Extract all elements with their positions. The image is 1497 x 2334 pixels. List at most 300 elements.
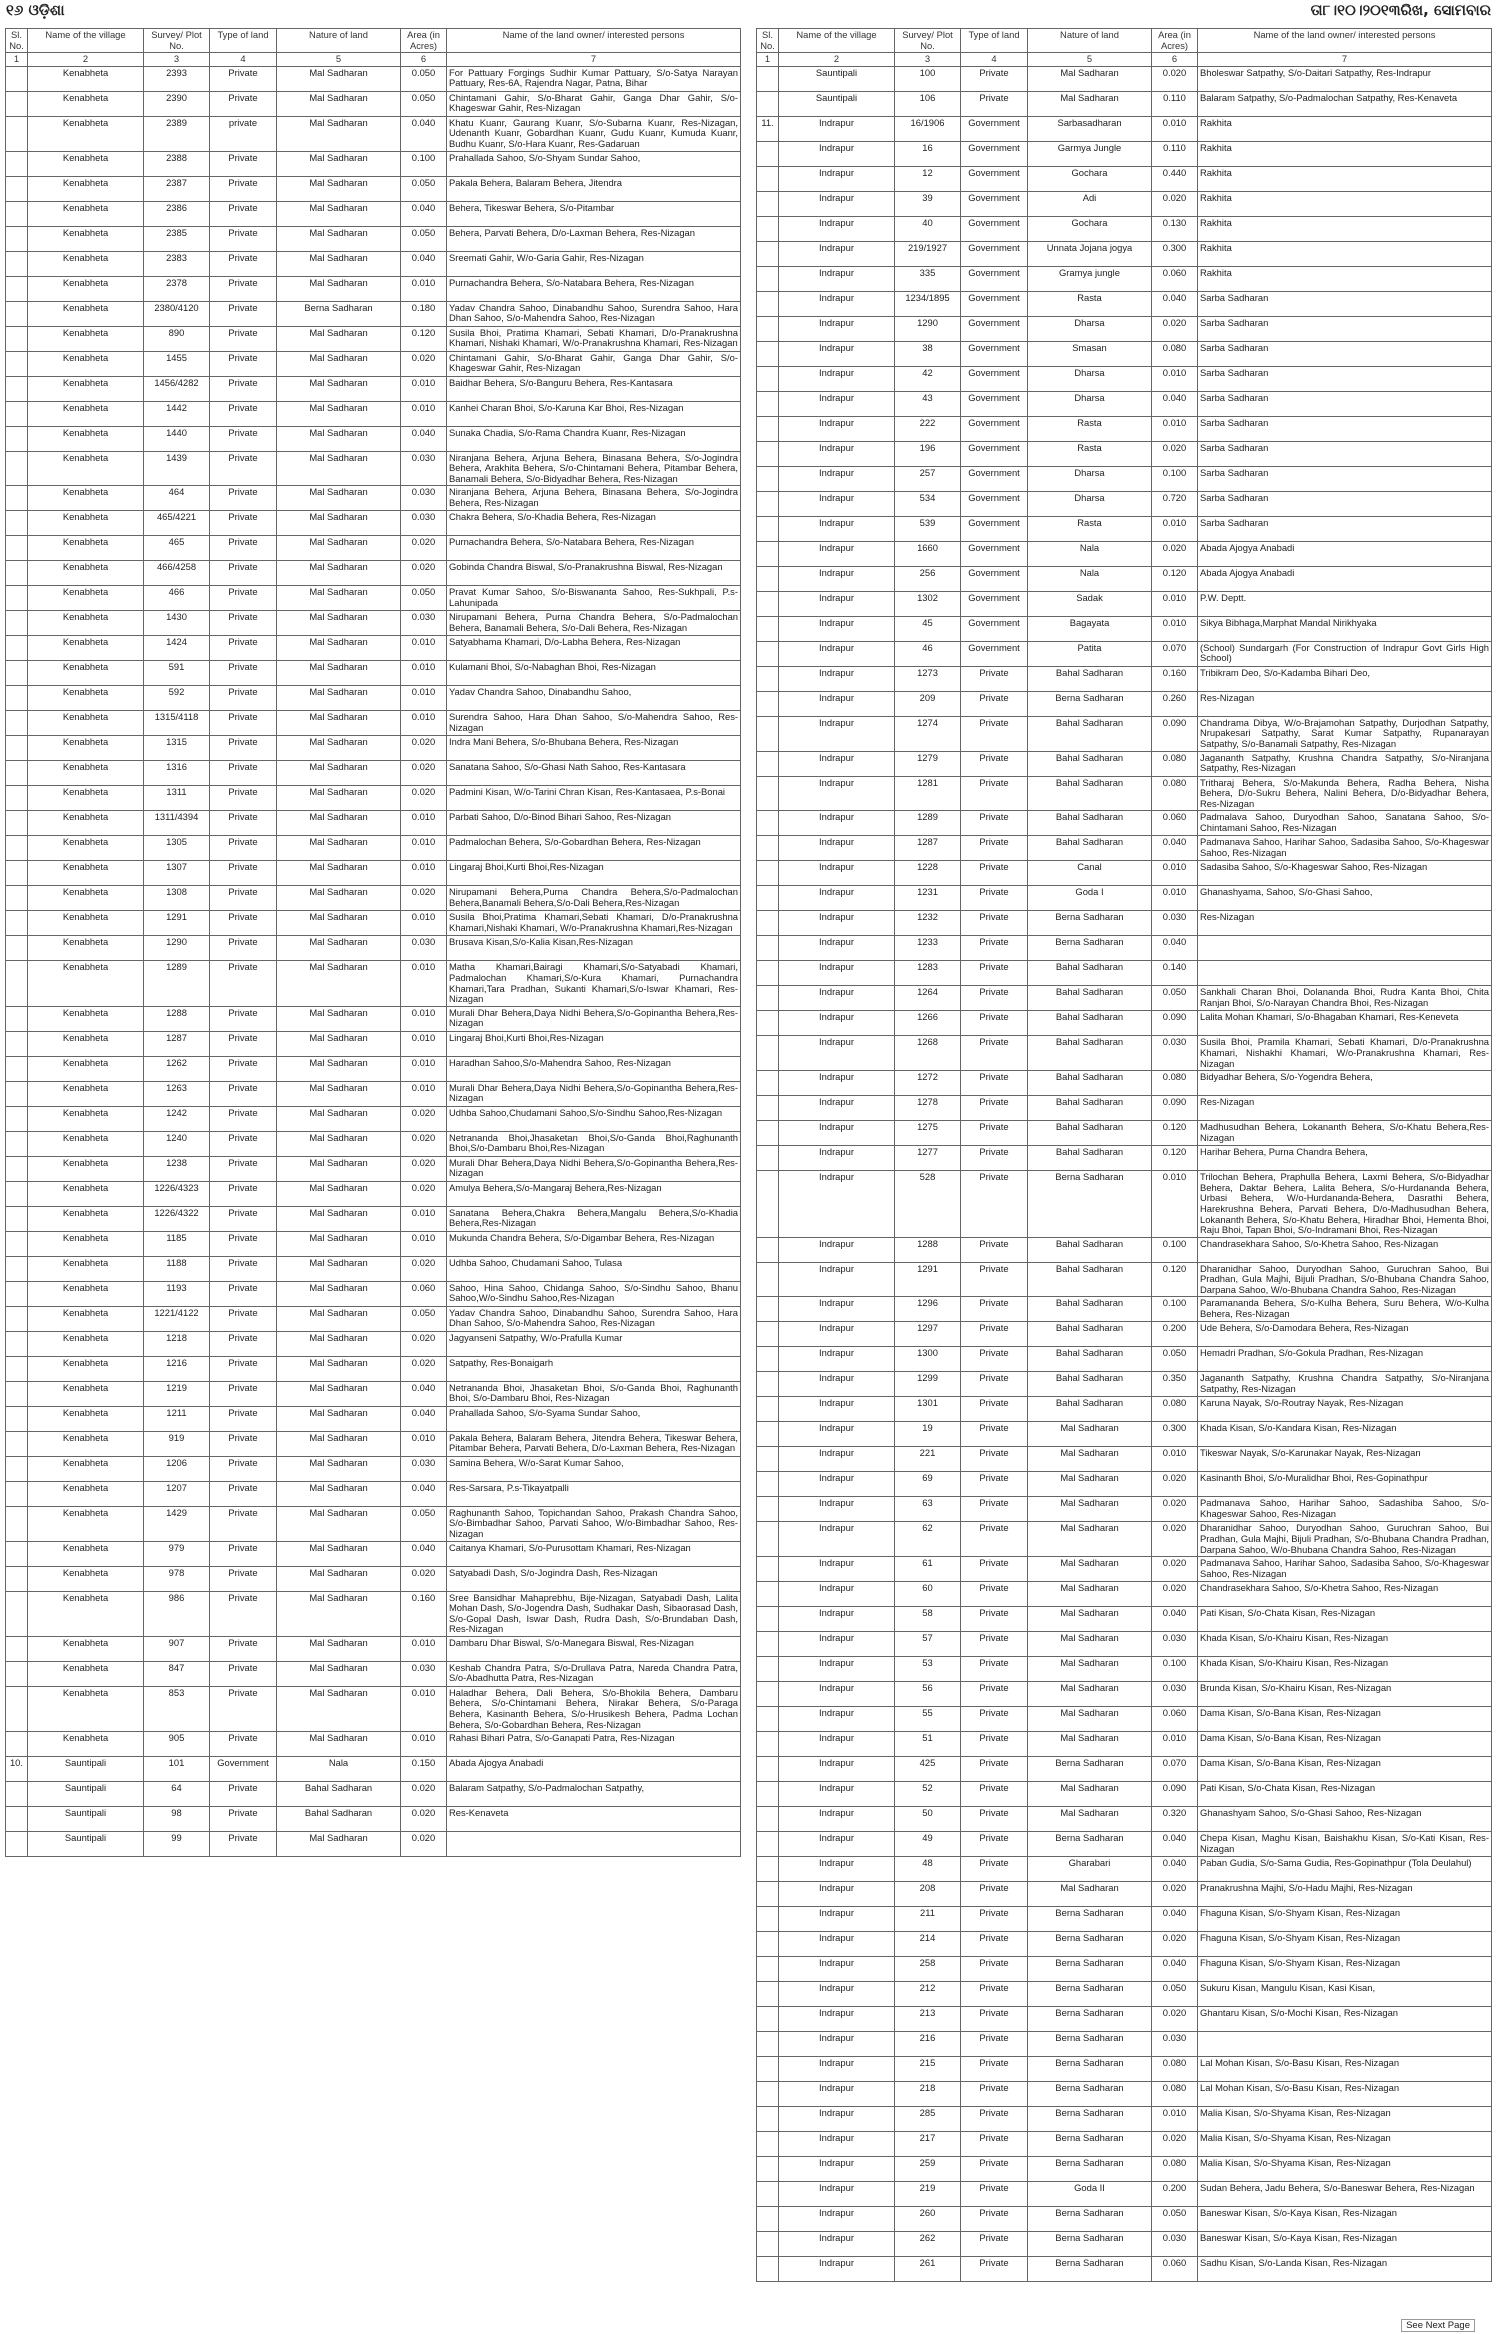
row-plot: 1218	[144, 1331, 210, 1356]
row-owner: Fhaguna Kisan, S/o-Shyam Kisan, Res-Nizagan	[1198, 1957, 1492, 1982]
table-row	[757, 666, 1492, 691]
row-plot: 1264	[895, 986, 961, 1011]
row-plot: 905	[144, 1732, 210, 1757]
row-nature: Mal Sadharan	[277, 226, 401, 251]
row-owner: Nirupamani Behera, Purna Chandra Behera, S/o-Padmalochan Behera, Banamali Behera, S/o-Dali Behera, Res-Nizagan	[447, 611, 741, 636]
row-plot: 101	[144, 1757, 210, 1782]
row-plot: 1456/4282	[144, 376, 210, 401]
row-village: Indrapur	[779, 986, 895, 1011]
row-village: Indrapur	[779, 1782, 895, 1807]
row-sl	[757, 886, 779, 911]
row-owner: Khatu Kuanr, Gaurang Kuanr, S/o-Subarna Kuanr, Res-Nizagan, Udenanth Kuanr, Gobardhan Kuanr, Gudu Kuanr, Kumuda Kuanr, Budhu Kuanr, S/o-Hara Kuanr, Res-Gadaruan	[447, 116, 741, 151]
row-village: Kenabheta	[28, 1661, 144, 1686]
row-sl: 11.	[757, 116, 779, 141]
row-type: Private	[210, 401, 277, 426]
row-plot: 1266	[895, 1011, 961, 1036]
table-row	[757, 986, 1492, 1011]
row-village: Kenabheta	[28, 911, 144, 936]
row-sl	[6, 176, 28, 201]
row-sl	[757, 2257, 779, 2282]
row-type: Private	[210, 861, 277, 886]
row-owner: Sikya Bibhaga,Marphat Mandal Nirikhyaka	[1198, 616, 1492, 641]
row-sl	[757, 641, 779, 666]
row-plot: 12	[895, 166, 961, 191]
row-plot: 1226/4322	[144, 1206, 210, 1231]
table-row	[6, 226, 741, 251]
row-owner: Sarba Sadharan	[1198, 391, 1492, 416]
row-sl	[757, 516, 779, 541]
table-row	[6, 116, 741, 151]
row-area: 0.010	[401, 911, 447, 936]
table-row	[757, 1146, 1492, 1171]
row-type: Private	[210, 586, 277, 611]
row-village: Kenabheta	[28, 351, 144, 376]
row-village: Kenabheta	[28, 326, 144, 351]
row-sl	[6, 611, 28, 636]
row-sl	[757, 1447, 779, 1472]
header-row	[757, 29, 1492, 53]
row-village: Kenabheta	[28, 1686, 144, 1731]
row-nature: Mal Sadharan	[277, 1281, 401, 1306]
row-village: Indrapur	[779, 1237, 895, 1262]
row-owner: Bholeswar Satpathy, S/o-Daitari Satpathy, Res-Indrapur	[1198, 66, 1492, 91]
row-sl	[6, 786, 28, 811]
row-type: Government	[961, 241, 1028, 266]
row-plot: 56	[895, 1682, 961, 1707]
row-type: Private	[210, 1732, 277, 1757]
row-sl	[757, 1557, 779, 1582]
row-area: 0.040	[1152, 1832, 1198, 1857]
row-village: Indrapur	[779, 166, 895, 191]
row-owner: Dharanidhar Sahoo, Duryodhan Sahoo, Guruchran Sahoo, Bui Pradhan, Gula Majhi, Bijuli Pradhan, S/o-Bhubana Chandra Pradhan, Darpana Sahoo, W/o-Bhubana Chandra Sahoo, Res-Nizagan	[1198, 1522, 1492, 1557]
row-sl	[6, 1206, 28, 1231]
row-area: 0.010	[1152, 116, 1198, 141]
row-owner: Padmanava Sahoo, Harihar Sahoo, Sadashiba Sahoo, S/o-Khageswar Sahoo, Res-Nizagan	[1198, 1497, 1492, 1522]
row-nature: Sadak	[1028, 591, 1152, 616]
row-type: Private	[210, 1081, 277, 1106]
row-type: Private	[961, 716, 1028, 751]
row-area: 0.120	[1152, 1146, 1198, 1171]
col-plot: Survey/ Plot No.	[144, 29, 210, 53]
row-plot: 466/4258	[144, 561, 210, 586]
row-plot: 256	[895, 566, 961, 591]
row-type: Private	[961, 2057, 1028, 2082]
row-nature: Mal Sadharan	[1028, 1447, 1152, 1472]
row-village: Kenabheta	[28, 1006, 144, 1031]
col-num: 3	[144, 53, 210, 67]
row-owner: Paban Gudia, S/o-Sama Gudia, Res-Gopinathpur (Tola Deulahul)	[1198, 1857, 1492, 1882]
row-sl	[757, 91, 779, 116]
row-type: Private	[210, 176, 277, 201]
row-village: Indrapur	[779, 2182, 895, 2207]
row-village: Kenabheta	[28, 1256, 144, 1281]
row-nature: Mal Sadharan	[277, 1106, 401, 1131]
row-nature: Mal Sadharan	[277, 1732, 401, 1757]
row-plot: 1262	[144, 1056, 210, 1081]
row-nature: Bahal Sadharan	[1028, 811, 1152, 836]
table-row	[757, 191, 1492, 216]
row-area: 0.020	[1152, 2132, 1198, 2157]
row-sl	[6, 936, 28, 961]
row-area: 0.030	[401, 511, 447, 536]
row-sl	[6, 326, 28, 351]
row-area: 0.350	[1152, 1372, 1198, 1397]
table-row	[6, 1807, 741, 1832]
row-owner: Sukuru Kisan, Mangulu Kisan, Kasi Kisan,	[1198, 1982, 1492, 2007]
row-area: 0.050	[401, 1506, 447, 1541]
row-plot: 1316	[144, 761, 210, 786]
row-village: Indrapur	[779, 1447, 895, 1472]
row-owner: Brunda Kisan, S/o-Khairu Kisan, Res-Nizagan	[1198, 1682, 1492, 1707]
table-row	[6, 1636, 741, 1661]
table-row	[757, 316, 1492, 341]
row-village: Kenabheta	[28, 1541, 144, 1566]
row-plot: 534	[895, 491, 961, 516]
row-nature: Mal Sadharan	[277, 911, 401, 936]
row-owner: Abada Ajogya Anabadi	[1198, 541, 1492, 566]
row-sl	[757, 2232, 779, 2257]
row-owner: Rakhita	[1198, 266, 1492, 291]
table-row	[6, 711, 741, 736]
row-plot: 1311	[144, 786, 210, 811]
row-village: Indrapur	[779, 1832, 895, 1857]
row-sl	[757, 316, 779, 341]
row-area: 0.080	[1152, 341, 1198, 366]
row-area: 0.010	[1152, 861, 1198, 886]
table-row	[757, 491, 1492, 516]
row-type: Private	[961, 2007, 1028, 2032]
row-area: 0.020	[401, 1807, 447, 1832]
row-nature: Berna Sadharan	[1028, 691, 1152, 716]
table-row	[6, 1661, 741, 1686]
table-row	[6, 1782, 741, 1807]
row-owner: Yadav Chandra Sahoo, Dinabandhu Sahoo, Surendra Sahoo, Hara Dhan Sahoo, S/o-Mahendra Sahoo, Res-Nizagan	[447, 1306, 741, 1331]
row-village: Indrapur	[779, 2232, 895, 2257]
col-village: Name of the village	[779, 29, 895, 53]
row-plot: 1315/4118	[144, 711, 210, 736]
row-village: Sauntipali	[28, 1757, 144, 1782]
row-sl	[757, 1957, 779, 1982]
row-owner: Chandrasekhara Sahoo, S/o-Khetra Sahoo, Res-Nizagan	[1198, 1237, 1492, 1262]
table-row	[757, 241, 1492, 266]
row-sl	[6, 1481, 28, 1506]
col-area: Area (in Acres)	[1152, 29, 1198, 53]
row-plot: 219	[895, 2182, 961, 2207]
row-sl	[6, 1231, 28, 1256]
table-row	[6, 1281, 741, 1306]
table-row	[757, 1657, 1492, 1682]
row-nature: Mal Sadharan	[277, 1306, 401, 1331]
row-sl	[757, 1237, 779, 1262]
row-plot: 63	[895, 1497, 961, 1522]
row-owner: Res-Nizagan	[1198, 691, 1492, 716]
col-num: 2	[28, 53, 144, 67]
row-plot: 1231	[895, 886, 961, 911]
row-plot: 2383	[144, 251, 210, 276]
row-owner: Baneswar Kisan, S/o-Kaya Kisan, Res-Nizagan	[1198, 2232, 1492, 2257]
row-nature: Unnata Jojana jogya	[1028, 241, 1152, 266]
row-village: Indrapur	[779, 566, 895, 591]
row-nature: Bahal Sadharan	[1028, 1071, 1152, 1096]
row-village: Kenabheta	[28, 376, 144, 401]
row-owner: Bidyadhar Behera, S/o-Yogendra Behera,	[1198, 1071, 1492, 1096]
row-type: Government	[961, 216, 1028, 241]
row-area: 0.010	[401, 836, 447, 861]
row-nature: Bahal Sadharan	[1028, 986, 1152, 1011]
row-sl: 10.	[6, 1757, 28, 1782]
table-row	[6, 1686, 741, 1731]
row-owner: Trilochan Behera, Praphulla Behera, Laxmi Behera, S/o-Bidyadhar Behera, Daktar Behera, Lalita Behera, S/o-Hurdananda Behera, Urbasi Behera, W/o-Hurdananda-Behera, Dasrathi Behera, Harekrushna Behera, Parvati Behera, D/o-Madhusudhan Behera, Lokananth Behera, S/o-Khatu Behera, Hiradhar Bhoi, Hementa Bhoi, Raju Bhoi, Tapan Bhoi, S/o-Indramani Bhoi, Res-Nizagan	[1198, 1171, 1492, 1238]
row-sl	[6, 426, 28, 451]
row-area: 0.040	[401, 1541, 447, 1566]
row-nature: Patita	[1028, 641, 1152, 666]
table-row	[6, 536, 741, 561]
row-nature: Berna Sadharan	[1028, 2157, 1152, 2182]
row-nature: Bagayata	[1028, 616, 1152, 641]
row-sl	[6, 1807, 28, 1832]
row-owner: Sankhali Charan Bhoi, Dolananda Bhoi, Rudra Kanta Bhoi, Chita Ranjan Bhoi, S/o-Narayan Chandra Bhoi, Res-Nizagan	[1198, 986, 1492, 1011]
row-sl	[757, 1882, 779, 1907]
row-village: Indrapur	[779, 1497, 895, 1522]
row-sl	[757, 2207, 779, 2232]
row-type: Private	[961, 1422, 1028, 1447]
row-area: 0.010	[401, 276, 447, 301]
row-nature: Mal Sadharan	[277, 836, 401, 861]
row-plot: 100	[895, 66, 961, 91]
row-type: Private	[961, 2082, 1028, 2107]
row-sl	[6, 961, 28, 1006]
row-sl	[757, 2057, 779, 2082]
row-village: Indrapur	[779, 1557, 895, 1582]
row-nature: Nala	[1028, 541, 1152, 566]
col-num: 4	[961, 53, 1028, 67]
row-village: Kenabheta	[28, 226, 144, 251]
row-plot: 258	[895, 1957, 961, 1982]
row-area: 0.080	[1152, 1397, 1198, 1422]
table-row	[6, 786, 741, 811]
row-village: Indrapur	[779, 2207, 895, 2232]
row-nature: Mal Sadharan	[277, 116, 401, 151]
table-row	[6, 511, 741, 536]
row-village: Kenabheta	[28, 66, 144, 91]
row-type: Private	[210, 486, 277, 511]
row-nature: Bahal Sadharan	[1028, 1347, 1152, 1372]
row-plot: 211	[895, 1907, 961, 1932]
row-plot: 2386	[144, 201, 210, 226]
row-type: Private	[210, 1456, 277, 1481]
row-plot: 196	[895, 441, 961, 466]
row-area: 0.040	[401, 426, 447, 451]
row-nature: Mal Sadharan	[277, 886, 401, 911]
row-owner: Purnachandra Behera, S/o-Natabara Behera, Res-Nizagan	[447, 276, 741, 301]
row-sl	[757, 1707, 779, 1732]
row-area: 0.020	[1152, 66, 1198, 91]
row-owner: Dambaru Dhar Biswal, S/o-Manegara Biswal, Res-Nizagan	[447, 1636, 741, 1661]
row-village: Kenabheta	[28, 426, 144, 451]
row-village: Kenabheta	[28, 1106, 144, 1131]
table-row	[757, 1807, 1492, 1832]
row-owner: Mukunda Chandra Behera, S/o-Digambar Behera, Res-Nizagan	[447, 1231, 741, 1256]
table-row	[757, 1372, 1492, 1397]
row-type: Private	[210, 1481, 277, 1506]
row-sl	[6, 1406, 28, 1431]
row-plot: 38	[895, 341, 961, 366]
table-row	[757, 1096, 1492, 1121]
row-sl	[6, 661, 28, 686]
row-plot: 2387	[144, 176, 210, 201]
row-area: 0.020	[401, 1832, 447, 1857]
row-village: Indrapur	[779, 776, 895, 811]
row-area: 0.050	[1152, 1982, 1198, 2007]
row-sl	[6, 536, 28, 561]
row-owner: Behera, Tikeswar Behera, S/o-Pitambar	[447, 201, 741, 226]
row-type: Government	[210, 1757, 277, 1782]
row-village: Kenabheta	[28, 686, 144, 711]
row-owner: Fhaguna Kisan, S/o-Shyam Kisan, Res-Nizagan	[1198, 1932, 1492, 1957]
row-type: Private	[961, 1832, 1028, 1857]
row-area: 0.010	[401, 1081, 447, 1106]
row-type: Private	[210, 1686, 277, 1731]
table-row	[6, 326, 741, 351]
row-plot: 1279	[895, 751, 961, 776]
row-owner: Karuna Nayak, S/o-Routray Nayak, Res-Nizagan	[1198, 1397, 1492, 1422]
row-area: 0.020	[401, 1256, 447, 1281]
row-village: Kenabheta	[28, 536, 144, 561]
row-area: 0.020	[401, 886, 447, 911]
row-nature: Mal Sadharan	[1028, 1422, 1152, 1447]
row-type: Private	[210, 151, 277, 176]
row-plot: 1305	[144, 836, 210, 861]
row-type: Private	[210, 226, 277, 251]
row-nature: Mal Sadharan	[277, 451, 401, 486]
row-plot: 49	[895, 1832, 961, 1857]
row-owner: Madhusudhan Behera, Lokananth Behera, S/o-Khatu Behera,Res-Nizagan	[1198, 1121, 1492, 1146]
row-nature: Mal Sadharan	[277, 1156, 401, 1181]
table-row	[757, 1397, 1492, 1422]
row-type: Private	[961, 1607, 1028, 1632]
row-owner: Res-Nizagan	[1198, 1096, 1492, 1121]
row-sl	[757, 1036, 779, 1071]
row-sl	[6, 1056, 28, 1081]
row-sl	[757, 1657, 779, 1682]
row-area: 0.020	[401, 761, 447, 786]
row-nature: Mal Sadharan	[277, 151, 401, 176]
row-plot: 2393	[144, 66, 210, 91]
row-plot: 1311/4394	[144, 811, 210, 836]
table-row	[6, 91, 741, 116]
table-row	[757, 691, 1492, 716]
row-plot: 1185	[144, 1231, 210, 1256]
row-type: Private	[961, 1582, 1028, 1607]
row-nature: Mal Sadharan	[277, 401, 401, 426]
table-row	[757, 116, 1492, 141]
row-village: Kenabheta	[28, 861, 144, 886]
row-nature: Mal Sadharan	[277, 1381, 401, 1406]
row-type: Government	[961, 266, 1028, 291]
row-owner: Abada Ajogya Anabadi	[1198, 566, 1492, 591]
table-row	[757, 1957, 1492, 1982]
row-village: Indrapur	[779, 1322, 895, 1347]
row-sl	[757, 166, 779, 191]
row-type: Private	[961, 811, 1028, 836]
table-row	[6, 1356, 741, 1381]
row-owner: Baneswar Kisan, S/o-Kaya Kisan, Res-Nizagan	[1198, 2207, 1492, 2232]
table-row	[6, 451, 741, 486]
row-owner: Nirupamani Behera,Purna Chandra Behera,S/o-Padmalochan Behera,Banamali Behera,S/o-Dali Behera,Res-Nizagan	[447, 886, 741, 911]
table-row	[6, 661, 741, 686]
row-nature: Mal Sadharan	[277, 1686, 401, 1731]
row-area: 0.080	[1152, 776, 1198, 811]
row-sl	[757, 1682, 779, 1707]
row-nature: Mal Sadharan	[277, 1356, 401, 1381]
row-owner: Ude Behera, S/o-Damodara Behera, Res-Nizagan	[1198, 1322, 1492, 1347]
header-row	[6, 29, 741, 53]
row-area: 0.020	[1152, 441, 1198, 466]
row-owner: Ghantaru Kisan, S/o-Mochi Kisan, Res-Nizagan	[1198, 2007, 1492, 2032]
table-row	[757, 861, 1492, 886]
table-row	[757, 2132, 1492, 2157]
row-village: Kenabheta	[28, 1381, 144, 1406]
row-village: Indrapur	[779, 2107, 895, 2132]
row-plot: 213	[895, 2007, 961, 2032]
row-type: Private	[961, 911, 1028, 936]
row-plot: 1207	[144, 1481, 210, 1506]
row-village: Indrapur	[779, 266, 895, 291]
row-nature: Mal Sadharan	[277, 961, 401, 1006]
row-nature: Mal Sadharan	[1028, 1522, 1152, 1557]
row-sl	[6, 351, 28, 376]
row-area: 0.020	[1152, 1472, 1198, 1497]
table-row	[757, 2232, 1492, 2257]
row-type: Private	[961, 2207, 1028, 2232]
row-owner: Sarba Sadharan	[1198, 416, 1492, 441]
table-row	[6, 276, 741, 301]
row-sl	[757, 1782, 779, 1807]
row-owner: Tritharaj Behera, S/o-Makunda Behera, Radha Behera, Nisha Behera, D/o-Sukru Behera, Nalini Behera, D/o-Bidyadhar Behera, Res-Nizagan	[1198, 776, 1492, 811]
row-village: Kenabheta	[28, 1081, 144, 1106]
row-owner: Samina Behera, W/o-Sarat Kumar Sahoo,	[447, 1456, 741, 1481]
row-type: Private	[210, 1431, 277, 1456]
row-nature: Mal Sadharan	[277, 351, 401, 376]
row-plot: 98	[144, 1807, 210, 1832]
row-village: Kenabheta	[28, 511, 144, 536]
row-owner: Malia Kisan, S/o-Shyama Kisan, Res-Nizagan	[1198, 2107, 1492, 2132]
row-plot: 979	[144, 1541, 210, 1566]
row-plot: 1234/1895	[895, 291, 961, 316]
row-plot: 1297	[895, 1322, 961, 1347]
row-nature: Mal Sadharan	[277, 1541, 401, 1566]
table-row	[6, 761, 741, 786]
row-area: 0.040	[1152, 1607, 1198, 1632]
row-type: Private	[961, 1472, 1028, 1497]
row-sl	[6, 1782, 28, 1807]
table-row	[6, 561, 741, 586]
row-sl	[6, 116, 28, 151]
row-nature: Berna Sadharan	[277, 301, 401, 326]
row-nature: Berna Sadharan	[1028, 1957, 1152, 1982]
row-type: Private	[961, 1036, 1028, 1071]
row-village: Indrapur	[779, 2082, 895, 2107]
row-plot: 1430	[144, 611, 210, 636]
table-row	[6, 426, 741, 451]
row-nature: Bahal Sadharan	[1028, 1322, 1152, 1347]
row-type: Private	[210, 1206, 277, 1231]
row-nature: Mal Sadharan	[277, 1056, 401, 1081]
table-row	[6, 1306, 741, 1331]
row-plot: 60	[895, 1582, 961, 1607]
row-type: Private	[210, 91, 277, 116]
row-owner: Lal Mohan Kisan, S/o-Basu Kisan, Res-Nizagan	[1198, 2082, 1492, 2107]
